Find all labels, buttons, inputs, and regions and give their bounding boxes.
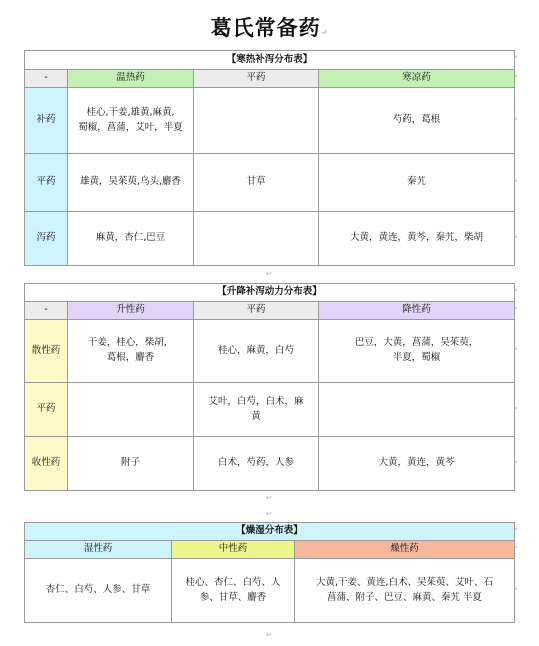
cold-hot-table <box>24 50 515 266</box>
cell <box>319 383 515 437</box>
cell-line: 大黄，黄连，黄芩 <box>378 457 455 469</box>
table-caption: 【寒热补泻分布表】 <box>25 51 515 70</box>
header-descend: 降性药 <box>319 302 515 320</box>
cell <box>68 320 194 383</box>
cell-line: 蜀椒，菖蒲，艾叶，半夏 <box>78 121 183 133</box>
row-end-mark: ∘ <box>514 53 519 61</box>
cell-line: 秦艽 <box>407 176 427 188</box>
cell <box>319 320 515 383</box>
cell-line: 艾叶，白芍，白术，麻 <box>208 395 304 407</box>
row-end-mark: ∘ <box>514 72 519 80</box>
row-label-neutral: 平药 <box>25 154 68 212</box>
header-warm: 温热药 <box>68 70 194 88</box>
paragraph-mark: ↵ <box>266 494 272 502</box>
header-neutral: 平药 <box>194 70 319 88</box>
cell-line: 干姜，桂心，柴胡， <box>87 337 174 349</box>
row-label-astringent: 收性药 <box>25 437 68 491</box>
row-end-mark: ∘ <box>514 115 519 123</box>
header-ascend: 升性药 <box>68 302 194 320</box>
row-end-mark: ∘ <box>514 585 519 593</box>
cell <box>68 383 194 437</box>
header-damp: 湿性药 <box>25 541 172 559</box>
paragraph-mark: ↵ <box>320 28 329 37</box>
cell-line: 黄 <box>251 410 261 422</box>
cell <box>68 88 194 154</box>
cell-line: 杏仁、白芍、人参、甘草 <box>45 584 151 596</box>
row-end-mark: ∘ <box>514 458 519 466</box>
row-end-mark: ∘ <box>514 345 519 353</box>
cell <box>194 88 319 154</box>
paragraph-mark: ↵ <box>266 270 272 278</box>
row-end-mark: ∘ <box>514 404 519 412</box>
cell-line: 芍药，葛根 <box>392 114 441 126</box>
cell <box>194 320 319 383</box>
row-label-neutral: 平药 <box>25 383 68 437</box>
header-dry: 燥性药 <box>295 541 515 559</box>
cell <box>68 437 194 491</box>
row-end-mark: ∘ <box>514 233 519 241</box>
row-end-mark: ∘ <box>514 286 519 294</box>
cell-line: 麻黄，杏仁,巴豆 <box>95 232 166 244</box>
cell <box>172 559 295 623</box>
cell-line: 雄黄，吴茱萸,乌头,麝香 <box>79 176 182 188</box>
row-label-dispersing: 散性药 <box>25 320 68 383</box>
cell-line: 桂心，麻黄，白芍 <box>217 344 294 356</box>
ascend-descend-table <box>24 283 515 491</box>
cell <box>68 154 194 212</box>
cell-line: 大黄,干姜、黄连,白术、吴茱萸、艾叶、石 <box>315 576 494 588</box>
table-caption: 【燥湿分布表】 <box>25 523 515 541</box>
cell-line: 葛根，麝香 <box>106 352 155 363</box>
cell <box>194 154 319 212</box>
row-end-mark: ∘ <box>514 543 519 551</box>
cell <box>319 88 515 154</box>
cell <box>194 383 319 437</box>
cell <box>68 212 194 266</box>
cell-line: 白术，芍药，人参 <box>217 457 294 469</box>
cell <box>295 559 515 623</box>
row-end-mark: ∘ <box>514 177 519 185</box>
row-label-purge: 泻药 <box>25 212 68 266</box>
paragraph-mark: ↵ <box>266 510 272 518</box>
header-middle: 中性药 <box>172 541 295 559</box>
cell-line: 桂心、杏仁、白芍、人 <box>185 576 281 588</box>
dry-damp-table <box>24 522 515 623</box>
header-cold: 寒凉药 <box>319 70 515 88</box>
header-corner: - <box>25 302 68 320</box>
cell-line: 半夏，蜀椒 <box>392 352 441 363</box>
header-corner: - <box>25 70 68 88</box>
row-end-mark: ∘ <box>514 304 519 312</box>
cell-line: 甘草 <box>246 176 266 188</box>
cell-line: 大黄，黄连，黄芩，秦艽，柴胡 <box>350 232 484 244</box>
paragraph-mark: ↵ <box>266 631 272 639</box>
cell <box>319 437 515 491</box>
cell-line: 参、甘草、麝香 <box>199 591 267 603</box>
cell-line: 附子 <box>120 457 140 469</box>
cell <box>194 212 319 266</box>
cell <box>25 559 172 623</box>
cell <box>319 212 515 266</box>
cell <box>319 154 515 212</box>
cell-line: 巴豆，大黄，菖蒲，吴茱萸， <box>354 337 479 349</box>
doc-title: 葛氏常备药↵ <box>210 15 329 40</box>
cell <box>194 437 319 491</box>
table-caption: 【升降补泻动力分布表】 <box>25 284 515 302</box>
cell-line: 菖蒲、附子、巴豆、麻黄、秦艽 半夏 <box>326 591 483 603</box>
header-neutral: 平药 <box>194 302 319 320</box>
row-label-tonify: 补药 <box>25 88 68 154</box>
cell-line: 桂心,干姜,雄黄,麻黄, <box>86 106 175 118</box>
row-end-mark: ∘ <box>514 525 519 533</box>
